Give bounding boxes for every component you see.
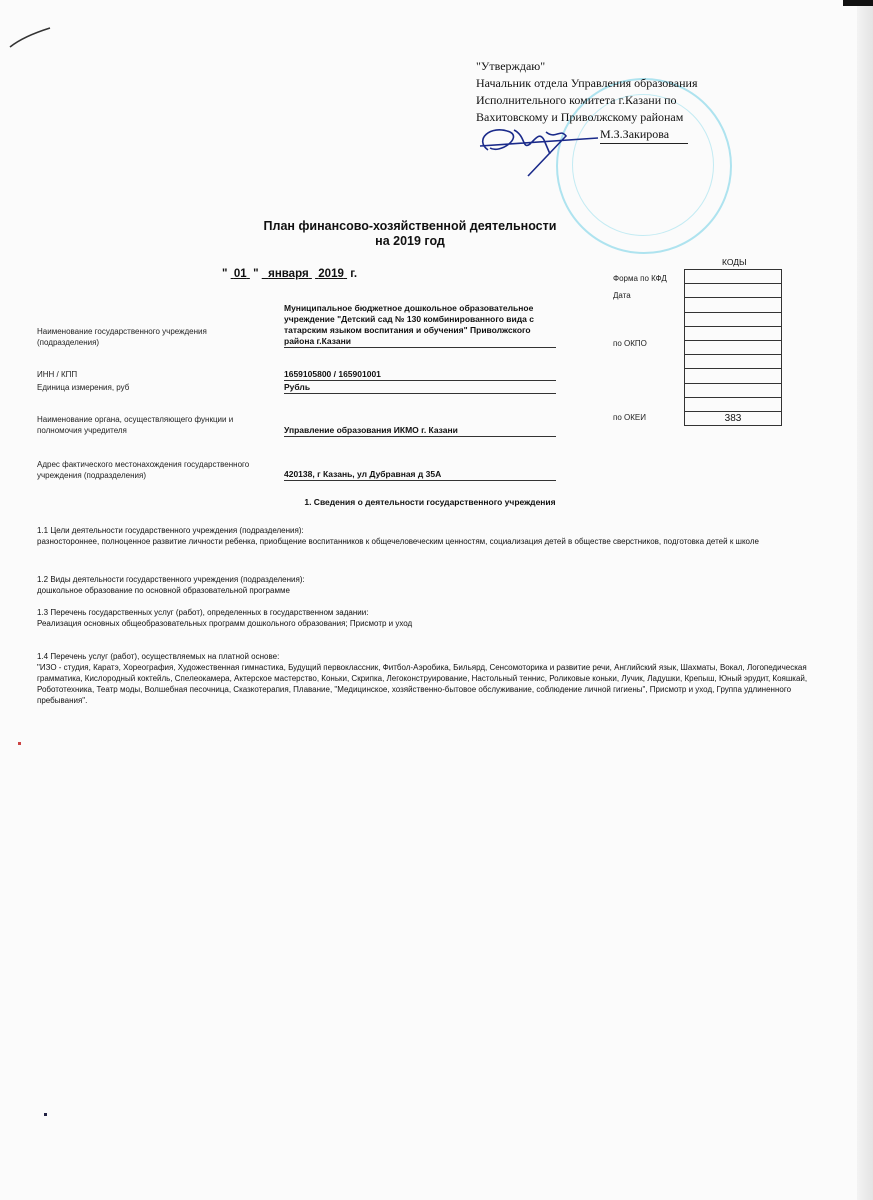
- date-suffix: г.: [350, 268, 358, 280]
- code-cell-okpo: [685, 326, 782, 340]
- code-cell-form: [685, 270, 782, 284]
- approval-title: "Утверждаю": [476, 59, 546, 73]
- handwritten-signature: [470, 110, 610, 180]
- stray-mark: [18, 742, 21, 745]
- date-day: 01: [233, 268, 247, 280]
- form-kfd-label: Форма по КФД: [613, 274, 667, 283]
- date-close-quote: ": [253, 268, 259, 280]
- goals-paragraph: [37, 525, 827, 547]
- services-heading: 1.3 Перечень государственных услуг (работ), определенных в государственном задании:: [37, 608, 369, 617]
- code-cell-empty: [685, 340, 782, 354]
- goals-heading: 1.1 Цели деятельности государственного учреждения (подразделения):: [37, 526, 304, 535]
- code-cell-empty: [685, 355, 782, 369]
- services-text: Реализация основных общеобразовательных программ дошкольного образования; Присмотр и уход: [37, 619, 413, 628]
- date-month: января: [268, 268, 309, 280]
- founder-value: Управление образования ИКМО г. Казани: [284, 425, 556, 437]
- codes-table: [684, 269, 782, 426]
- okei-label: по ОКЕИ: [613, 413, 646, 422]
- goals-text: разностороннее, полноценное развитие личности ребенка, приобщение воспитанников к общечеловеческим ценностям, социализация детей в обществе сверстников, подготовка детей к школе: [37, 537, 759, 546]
- approval-line-2: Исполнительного комитета г.Казани по: [476, 93, 677, 107]
- code-cell-okei: 383: [685, 411, 782, 425]
- activities-heading: 1.2 Виды деятельности государственного учреждения (подразделения):: [37, 575, 305, 584]
- code-cell-empty: [685, 369, 782, 383]
- document-title-line-1: План финансово-хозяйственной деятельности: [263, 219, 557, 233]
- date-code-label: Дата: [613, 291, 631, 300]
- approval-signer: М.З.Закирова: [600, 127, 670, 141]
- codes-heading: КОДЫ: [722, 257, 747, 267]
- document-title-line-2: на 2019 год: [375, 234, 445, 248]
- paid-services-text: "ИЗО - студия, Каратэ, Хореография, Художественная гимнастика, Будущий первоклассник, Фитбол-Аэробика, Бильярд, Сенсомоторика и развитие речи, Английский язык, Шахматы, Вокал, Логопедическая грамматика, Кислородный коктейль, Спелеокамера, Актерское мастерство, Коньки, Скрипка, Легоконструирование, Настольный теннис, Роликовые коньки, Лучик, Ладушки, Крепыш, Юный эрудит, Кояшкай, Робототехника, Театр моды, Волшебная песочница, Сказкотерапия, Плавание, "Медицинское, хозяйственно-бытовое обслуживание, соблюдение личной гигиены", Присмотр и уход, Группа удлиненного пребывания".: [37, 663, 808, 705]
- unit-label: Единица измерения, руб: [37, 383, 130, 392]
- institution-value: Муниципальное бюджетное дошкольное образовательное учреждение "Детский сад № 130 комбинированного вида с татарским языком воспитания и обучения" Приволжского района г.Казани: [284, 303, 556, 348]
- institution-label: Наименование государственного учреждения (подразделения): [37, 327, 207, 347]
- document-date: [222, 268, 357, 280]
- code-cell-empty: [685, 312, 782, 326]
- address-label: Адрес фактического местонахождения государственного учреждения (подразделения): [37, 460, 250, 480]
- inn-label: ИНН / КПП: [37, 370, 78, 379]
- scan-corner-mark: [843, 0, 873, 6]
- stray-mark: [44, 1113, 47, 1116]
- activities-text: дошкольное образование по основной образовательной программе: [37, 586, 290, 595]
- paid-services-heading: 1.4 Перечень услуг (работ), осуществляемых на платной основе:: [37, 652, 280, 661]
- address-value: 420138, г Казань, ул Дубравная д 35А: [284, 469, 556, 481]
- pen-stroke-mark: [8, 25, 53, 50]
- date-year: 2019: [318, 268, 344, 280]
- activities-paragraph: [37, 574, 827, 596]
- signature-line: [600, 143, 688, 144]
- section-1-title: 1. Сведения о деятельности государственного учреждения: [304, 497, 556, 507]
- paid-services-paragraph: [37, 651, 827, 706]
- code-cell-date: [685, 284, 782, 298]
- approval-line-3: Вахитовскому и Приволжскому районам: [476, 110, 684, 124]
- code-cell-empty: [685, 397, 782, 411]
- code-cell-empty: [685, 298, 782, 312]
- code-cell-empty: [685, 383, 782, 397]
- services-paragraph: [37, 607, 827, 629]
- document-title: [0, 219, 820, 249]
- okpo-label: по ОКПО: [613, 339, 647, 348]
- founder-label: Наименование органа, осуществляющего функции и полномочия учредителя: [37, 415, 234, 435]
- scan-edge: [857, 0, 873, 1200]
- approval-line-1: Начальник отдела Управления образования: [476, 76, 698, 90]
- inn-value: 1659105800 / 165901001: [284, 369, 556, 381]
- date-open-quote: ": [222, 268, 228, 280]
- unit-value: Рубль: [284, 382, 556, 394]
